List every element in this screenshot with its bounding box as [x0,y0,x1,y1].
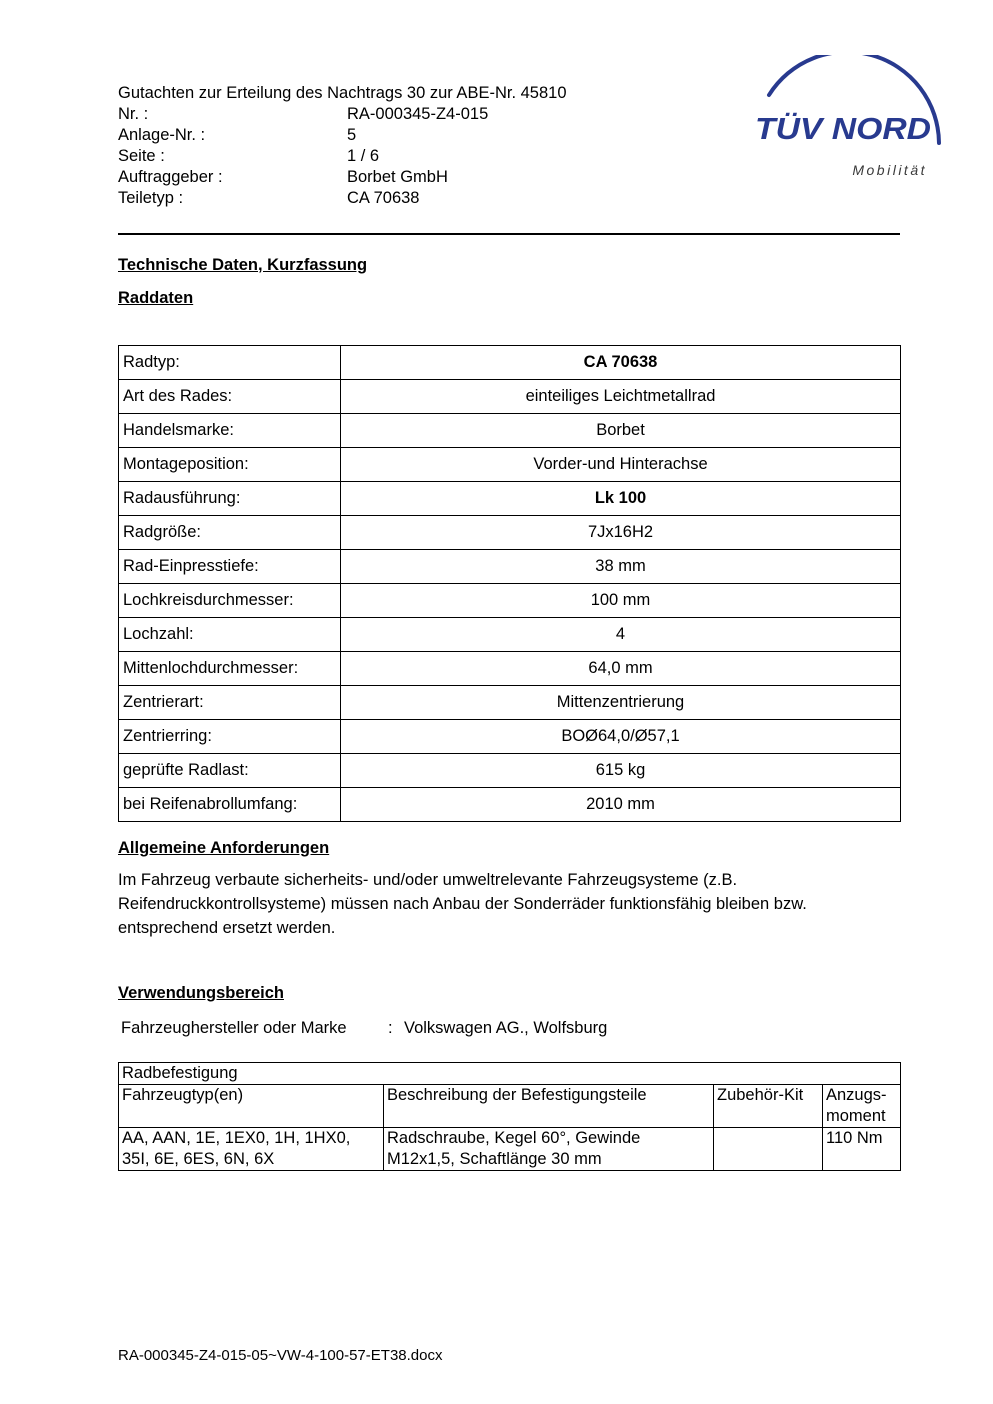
header-field-nr [118,104,900,125]
table-row [119,448,901,482]
raddaten-value: Borbet [341,414,901,448]
raddaten-label: Lochkreisdurchmesser: [119,584,341,618]
raddaten-label: Radtyp: [119,346,341,380]
raddaten-label: Rad-Einpresstiefe: [119,550,341,584]
radbefestigung-caption: Radbefestigung [119,1063,901,1085]
raddaten-label: Handelsmarke: [119,414,341,448]
col-header-beschreibung: Beschreibung der Befestigungsteile [384,1085,714,1128]
field-value: 5 [347,126,357,144]
col-header-fahrzeugtyp: Fahrzeugtyp(en) [119,1085,384,1128]
raddaten-value: 100 mm [341,584,901,618]
raddaten-label: Radausführung: [119,482,341,516]
header-fields [118,104,900,209]
field-value: 1 / 6 [347,147,380,165]
table-row [119,788,901,822]
table-row [119,550,901,584]
table-row [119,346,901,380]
header-divider [118,233,900,235]
allgemeine-anforderungen-text: Im Fahrzeug verbaute sicherheits- und/oder umweltrelevante Fahrzeugsysteme (z.B. Reifendruckkontrollsysteme) müssen nach Anbau der Sonderräder funktionsfähig bleiben bzw. entsprechend ersetzt werden. [118,871,807,937]
table-row [119,482,901,516]
raddaten-label: Mittenlochdurchmesser: [119,652,341,686]
raddaten-value: 7Jx16H2 [341,516,901,550]
raddaten-label: Zentrierart: [119,686,341,720]
col-header-anzugsmoment: Anzugs-moment [823,1085,901,1128]
col-header-zubehoer-kit: Zubehör-Kit [714,1085,823,1128]
cell-fahrzeugtyp: AA, AAN, 1E, 1EX0, 1H, 1HX0, 35I, 6E, 6ES, 6N, 6X [119,1128,384,1171]
field-value: Borbet GmbH [347,168,448,186]
radbefestigung-header-row [119,1085,901,1128]
raddaten-label: Lochzahl: [119,618,341,652]
raddaten-value: Lk 100 [341,482,901,516]
raddaten-label: Zentrierring: [119,720,341,754]
radbefestigung-caption-row [119,1063,901,1085]
raddaten-value: 2010 mm [341,788,901,822]
table-row [119,618,901,652]
field-label: Auftraggeber : [118,168,223,186]
table-row [119,686,901,720]
raddaten-value: 4 [341,618,901,652]
raddaten-value: Mittenzentrierung [341,686,901,720]
raddaten-value: einteiliges Leichtmetallrad [341,380,901,414]
raddaten-label: Art des Rades: [119,380,341,414]
heading-allgemeine-anforderungen: Allgemeine Anforderungen [118,839,330,857]
doc-title: Gutachten zur Erteilung des Nachtrags 30 zur ABE-Nr. 45810 [118,84,567,102]
raddaten-label: geprüfte Radlast: [119,754,341,788]
raddaten-label: Montageposition: [119,448,341,482]
raddaten-value: Vorder-und Hinterachse [341,448,901,482]
table-row [119,584,901,618]
radbefestigung-table [118,1062,901,1171]
raddaten-value: 38 mm [341,550,901,584]
raddaten-value: BOØ64,0/Ø57,1 [341,720,901,754]
field-label: Teiletyp : [118,189,184,207]
heading-verwendungsbereich: Verwendungsbereich [118,984,284,1002]
fahrzeughersteller-line [118,1017,900,1039]
raddaten-label: bei Reifenabrollumfang: [119,788,341,822]
logo-text: TÜV NORD [755,111,931,146]
fahrzeughersteller-value: Volkswagen AG., Wolfsburg [404,1019,608,1037]
raddaten-value: 615 kg [341,754,901,788]
cell-zubehoer [714,1128,823,1171]
table-row [119,720,901,754]
field-label: Seite : [118,147,165,165]
field-label: Nr. : [118,105,149,123]
table-row [119,380,901,414]
raddaten-table [118,345,901,822]
footer-filename: RA-000345-Z4-015-05~VW-4-100-57-ET38.docx [118,1347,443,1364]
table-row [119,516,901,550]
raddaten-label: Radgröße: [119,516,341,550]
logo-subtitle: Mobilität [852,162,927,178]
heading-technische-daten: Technische Daten, Kurzfassung [118,256,368,274]
table-row [119,1128,901,1171]
table-row [119,652,901,686]
header-field-teiletyp [118,188,900,209]
document-content [118,83,900,1171]
cell-anzugsmoment: 110 Nm [823,1128,901,1171]
header-field-seite [118,146,900,167]
fahrzeughersteller-colon: : [388,1019,393,1037]
raddaten-value: CA 70638 [341,346,901,380]
field-label: Anlage-Nr. : [118,126,206,144]
field-value: CA 70638 [347,189,420,207]
header-field-auftraggeber [118,167,900,188]
table-row [119,414,901,448]
fahrzeughersteller-label: Fahrzeughersteller oder Marke [121,1019,347,1037]
heading-raddaten: Raddaten [118,289,194,307]
cell-beschreibung: Radschraube, Kegel 60°, Gewinde M12x1,5, Schaftlänge 30 mm [384,1128,714,1171]
raddaten-value: 64,0 mm [341,652,901,686]
field-value: RA-000345-Z4-015 [347,105,489,123]
table-row [119,754,901,788]
header-field-anlage-nr [118,125,900,146]
